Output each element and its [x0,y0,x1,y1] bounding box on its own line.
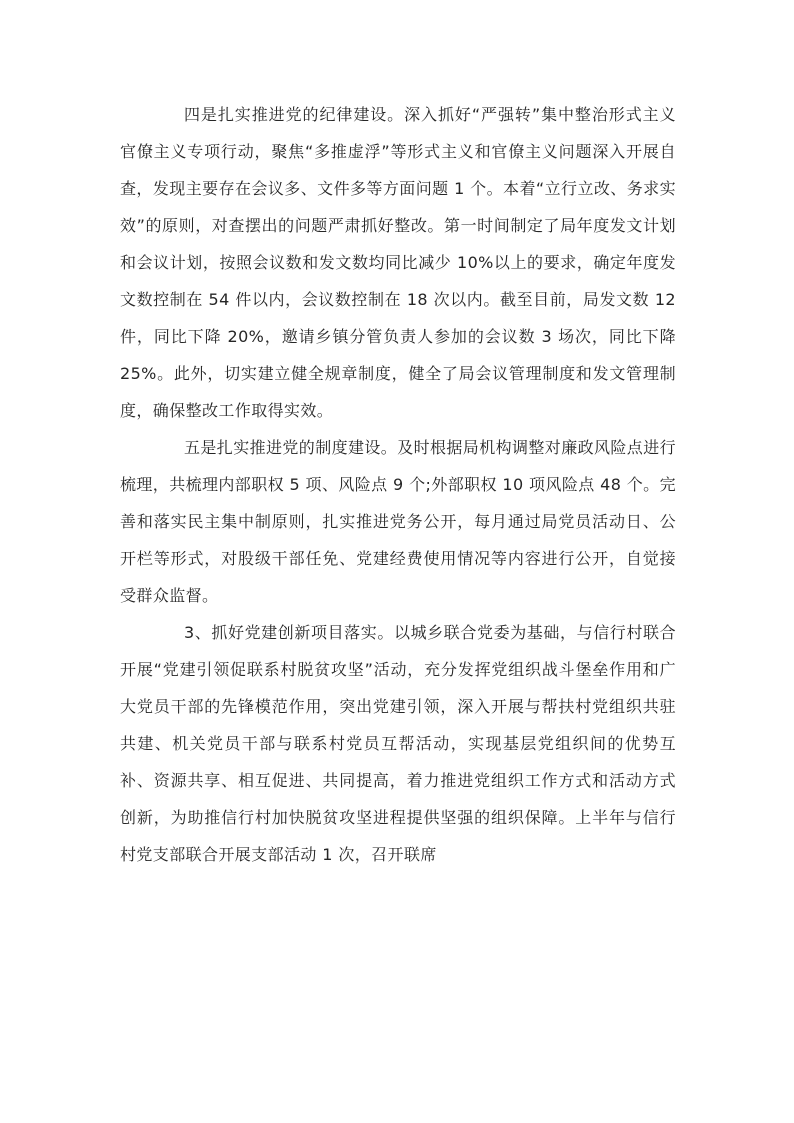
paragraph-institution-building: 五是扎实推进党的制度建设。及时根据局机构调整对廉政风险点进行梳理，共梳理内部职权 5 项、风险点 9 个;外部职权 10 项风险点 48 个。完善和落实民主集中制原则，扎实推进党务公开，每月通过局党员活动日、公开栏等形式，对股级干部任免、党建经费使用情况等内容进行公开，自觉接受群众监督。 [120,438,677,605]
document-body [120,96,676,873]
paragraph-innovation-projects: 3、抓好党建创新项目落实。以城乡联合党委为基础，与信行村联合开展“党建引领促联系村脱贫攻坚”活动，充分发挥党组织战斗堡垒作用和广大党员干部的先锋模范作用，突出党建引领，深入开展与帮扶村党组织共驻共建、机关党员干部与联系村党员互帮活动，实现基层党组织间的优势互补、资源共享、相互促进、共同提高，着力推进党组织工作方式和活动方式创新，为助推信行村加快脱贫攻坚进程提供坚强的组织保障。上半年与信行村党支部联合开展支部活动 1 次，召开联席 [120,623,676,864]
paragraph-discipline-building: 四是扎实推进党的纪律建设。深入抓好“严强转”集中整治形式主义官僚主义专项行动，聚焦“多推虚浮”等形式主义和官僚主义问题深入开展自查，发现主要存在会议多、文件多等方面问题 1 个。本着“立行立改、务求实效”的原则，对查摆出的问题严肃抓好整改。第一时间制定了局年度发文计划和会议计划，按照会议数和发文数均同比减少 10%以上的要求，确定年度发文数控制在 54 件以内，会议数控制在 18 次以内。截至目前，局发文数 12 件，同比下降 20%，邀请乡镇分管负责人参加的会议数 3 场次，同比下降 25%。此外，切实建立健全规章制度，健全了局会议管理制度和发文管理制度，确保整改工作取得实效。 [120,105,676,420]
